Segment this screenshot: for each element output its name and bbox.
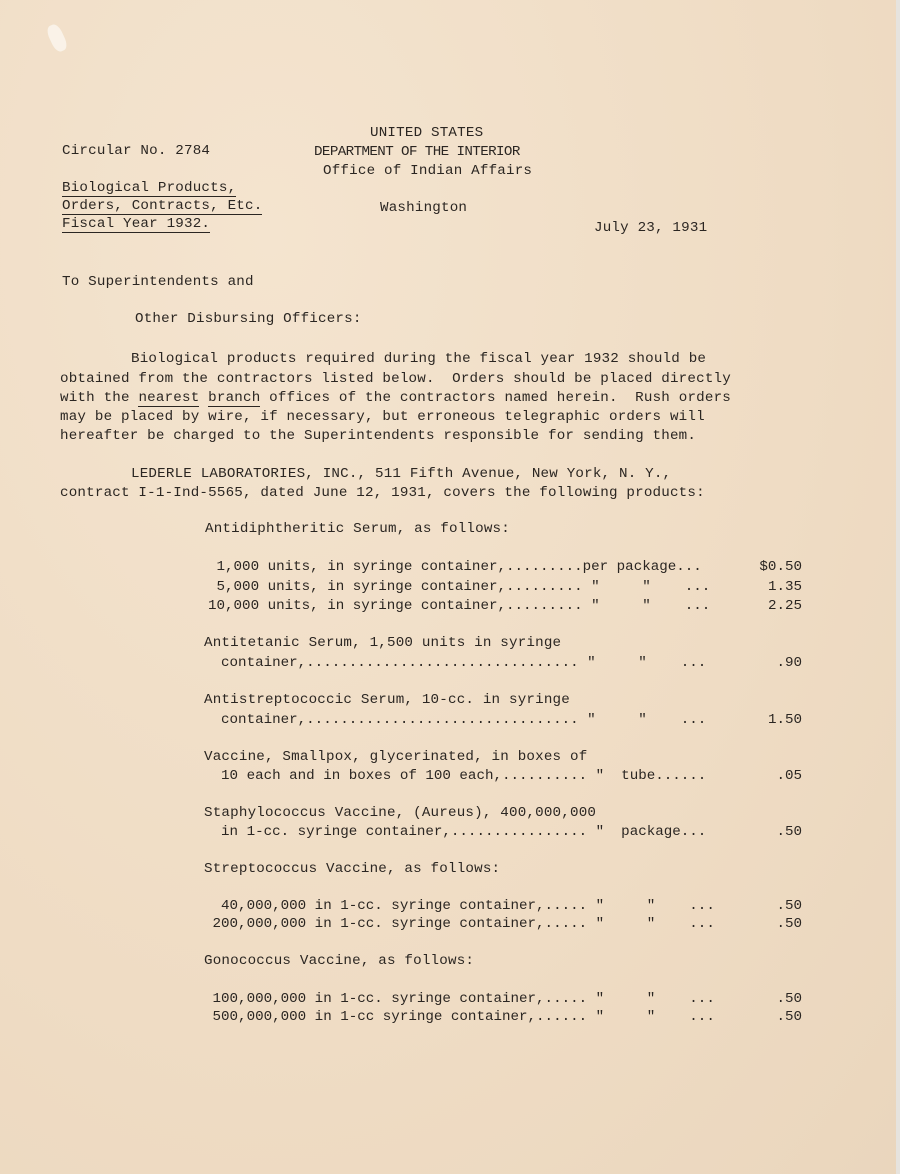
body-p1-line-4: may be placed by wire, if necessary, but erroneous telegraphic orders will bbox=[60, 409, 705, 425]
circular-number: Circular No. 2784 bbox=[62, 143, 211, 159]
product-desc: 100,000,000 in 1-cc. syringe container,..... " " ... bbox=[204, 991, 715, 1007]
product-desc: 5,000 units, in syringe container,......... " " ... bbox=[208, 579, 711, 595]
product-price: .50 bbox=[776, 898, 802, 914]
contractor-line-1: LEDERLE LABORATORIES, INC., 511 Fifth Avenue, New York, N. Y., bbox=[131, 466, 672, 482]
product-desc: 500,000,000 in 1-cc syringe container,...... " " ... bbox=[204, 1009, 715, 1025]
product-price: .50 bbox=[776, 1009, 802, 1025]
product-desc: 40,000,000 in 1-cc. syringe container,..... " " ... bbox=[204, 898, 715, 914]
subject-text-1: Biological Products, bbox=[62, 180, 237, 196]
antidiphtheritic-heading: Antidiphtheritic Serum, as follows: bbox=[205, 521, 510, 537]
product-price: $0.50 bbox=[759, 559, 802, 575]
product-price: 2.25 bbox=[767, 598, 802, 614]
smallpox-line-1: Vaccine, Smallpox, glycerinated, in boxes of bbox=[204, 749, 588, 765]
agency-line-2: DEPARTMENT OF THE INTERIOR bbox=[314, 144, 520, 160]
salutation-line-2: Other Disbursing Officers: bbox=[135, 311, 362, 327]
salutation-line-1: To Superintendents and bbox=[62, 274, 254, 290]
paper-blemish bbox=[45, 22, 70, 53]
agency-line-1: UNITED STATES bbox=[370, 125, 484, 141]
staphylococcus-line-1: Staphylococcus Vaccine, (Aureus), 400,000,000 bbox=[204, 805, 597, 821]
body-p1-line-3-end: offices of the contractors named herein. Rush orders bbox=[269, 390, 732, 406]
product-desc: in 1-cc. syringe container,................ " package... bbox=[204, 824, 707, 840]
place: Washington bbox=[380, 200, 468, 216]
subject-text-3: Fiscal Year 1932. bbox=[62, 216, 211, 232]
product-desc: 10,000 units, in syringe container,......... " " ... bbox=[208, 598, 711, 614]
underlined-branch: branch bbox=[208, 390, 261, 406]
body-p1-line-3-start: with the bbox=[60, 390, 130, 406]
streptococcus-heading: Streptococcus Vaccine, as follows: bbox=[204, 861, 501, 877]
contractor-line-2: contract I-1-Ind-5565, dated June 12, 1931, covers the following products: bbox=[60, 485, 705, 501]
product-price: 1.35 bbox=[767, 579, 802, 595]
product-desc: 10 each and in boxes of 100 each,.......... " tube...... bbox=[204, 768, 707, 784]
gonococcus-heading: Gonococcus Vaccine, as follows: bbox=[204, 953, 475, 969]
antitetanic-line-1: Antitetanic Serum, 1,500 units in syringe bbox=[204, 635, 562, 651]
antistreptococcic-line-1: Antistreptococcic Serum, 10-cc. in syringe bbox=[204, 692, 570, 708]
product-price: 1.50 bbox=[767, 712, 802, 728]
agency-line-3: Office of Indian Affairs bbox=[323, 163, 533, 179]
letter-date: July 23, 1931 bbox=[594, 220, 708, 236]
body-p1-line-5: hereafter be charged to the Superintendents responsible for sending them. bbox=[60, 428, 697, 444]
page-edge bbox=[896, 0, 900, 1174]
product-price: .05 bbox=[776, 768, 802, 784]
product-price: .50 bbox=[776, 824, 802, 840]
product-price: .90 bbox=[776, 655, 802, 671]
body-p1-line-1: Biological products required during the fiscal year 1932 should be bbox=[131, 351, 707, 367]
product-desc: 1,000 units, in syringe container,.........per package... bbox=[208, 559, 702, 575]
subject-line-3 bbox=[62, 213, 210, 235]
product-price: .50 bbox=[776, 991, 802, 1007]
body-p1-line-2: obtained from the contractors listed below. Orders should be placed directly bbox=[60, 371, 731, 387]
product-desc: container,................................ " " ... bbox=[204, 655, 707, 671]
subject-text-2: Orders, Contracts, Etc. bbox=[62, 198, 263, 214]
product-desc: 200,000,000 in 1-cc. syringe container,..... " " ... bbox=[204, 916, 715, 932]
underlined-nearest: nearest bbox=[138, 390, 200, 406]
product-price: .50 bbox=[776, 916, 802, 932]
product-desc: container,................................ " " ... bbox=[204, 712, 707, 728]
